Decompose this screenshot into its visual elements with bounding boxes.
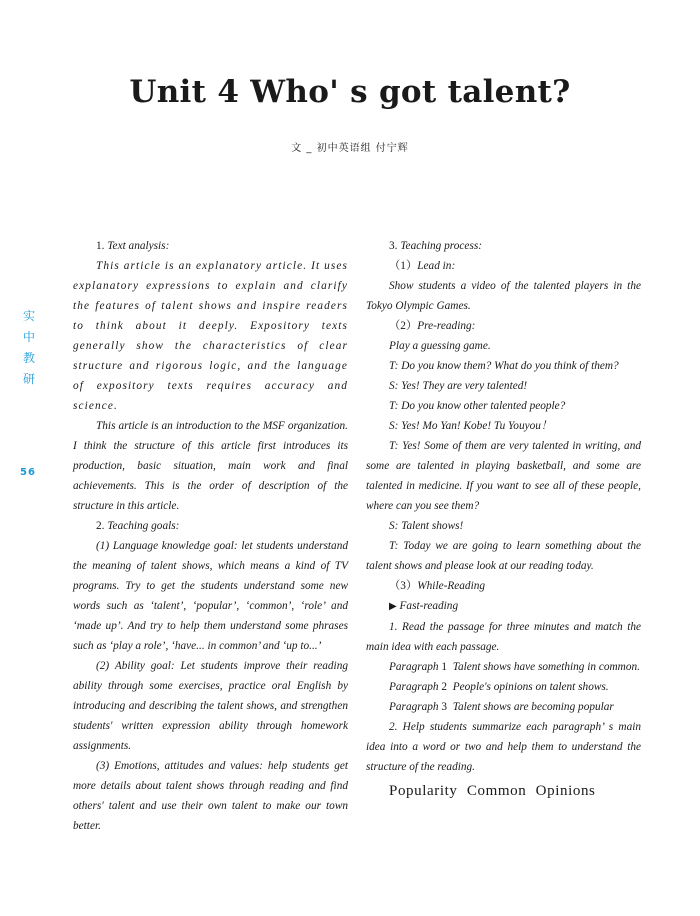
task-match-main-idea: 1. Read the passage for three minutes and match the main idea with each passage. xyxy=(366,621,641,653)
goal-language-knowledge: (1) Language knowledge goal: let students understand the meaning of talent shows, which means a kind of TV programs. Try to get the students understand some new words such as ‘talent’, ‘popular’, ‘common’, ‘role’ and ‘made up’. And try to help them understand some phrases such as ‘play a role’, ‘have... in common’ and ‘up to...’ xyxy=(73,540,348,652)
keyword: Opinions xyxy=(535,783,596,799)
column-label-char: 实 xyxy=(22,309,35,323)
column-label xyxy=(22,306,36,390)
paragraph-match-1: Paragraph 1 Talent shows have something in common. xyxy=(389,661,640,673)
play-arrow-icon: ▶ xyxy=(389,601,397,612)
keyword: Common xyxy=(466,783,527,799)
paragraph-structure: This article is an introduction to the MSF organization. I think the structure of this article first introduces its production, basic situation, main work and final achievements. This is the order of description of the structure in this article. xyxy=(73,420,348,512)
dialogue-line: T: Do you know them? What do you think of them? xyxy=(389,360,619,372)
step-lead-in: （1）Lead in: xyxy=(389,260,456,272)
left-column xyxy=(73,236,348,836)
goal-emotions: (3) Emotions, attitudes and values: help students get more details about talent shows through reading and find others' talent and use their own talent to make our town better. xyxy=(73,760,348,832)
step-pre-reading: （2）Pre-reading: xyxy=(389,320,476,332)
dialogue-line: S: Yes! Mo Yan! Kobe! Tu Youyou！ xyxy=(389,420,553,432)
task-summarize: 2. Help students summarize each paragraph’ s main idea into a word or two and help them to understand the structure of the reading. xyxy=(366,721,641,773)
right-column xyxy=(366,236,641,801)
column-label-char: 教 xyxy=(22,351,35,365)
goal-ability: (2) Ability goal: Let students improve their reading ability through some exercises, practice oral English by introducing and describing the talent shows, and strengthen students' written expression ability through homework assignments. xyxy=(73,660,348,752)
section-heading-teaching-process: 3. Teaching process: xyxy=(389,240,482,252)
dialogue-line: T: Today we are going to learn something about the talent shows and please look at our reading today. xyxy=(366,540,641,572)
column-label-char: 研 xyxy=(22,372,35,386)
column-label-char: 中 xyxy=(22,330,35,344)
dialogue-line: T: Do you know other talented people? xyxy=(389,400,566,412)
step-while-reading: （3）While-Reading xyxy=(389,580,486,592)
keyword: Popularity xyxy=(389,783,458,799)
section-heading-text-analysis: 1. Text analysis: xyxy=(96,240,170,252)
dialogue-line: Play a guessing game. xyxy=(389,340,491,352)
author-byline: 文 _ 初中英语组 付宁辉 xyxy=(291,143,409,154)
dialogue-line: S: Yes! They are very talented! xyxy=(389,380,528,392)
lead-in-text: Show students a video of the talented players in the Tokyo Olympic Games. xyxy=(366,280,641,312)
paragraph-explanatory: This article is an explanatory article. It uses explanatory expressions to explain and clarify the features of talent shows and inspire readers to think about it deeply. Expository texts generally show the characteristics of clear structure and rigorous logic, and the language of expository texts requires accuracy and science. xyxy=(73,260,348,412)
section-heading-teaching-goals: 2. Teaching goals: xyxy=(96,520,180,532)
keyword-row xyxy=(366,781,641,801)
page-number: 56 xyxy=(20,467,36,478)
dialogue-line: T: Yes! Some of them are very talented in writing, and some are talented in playing basketball, and some are talented in medicine. If you want to see all of these people, where can you see them? xyxy=(366,440,641,512)
page-title: Unit 4 Who' s got talent? xyxy=(129,74,571,110)
fast-reading-heading: ▶ Fast-reading xyxy=(389,600,459,612)
paragraph-match-2: Paragraph 2 People's opinions on talent shows. xyxy=(389,681,609,693)
paragraph-match-3: Paragraph 3 Talent shows are becoming popular xyxy=(389,701,614,713)
dialogue-line: S: Talent shows! xyxy=(389,520,464,532)
